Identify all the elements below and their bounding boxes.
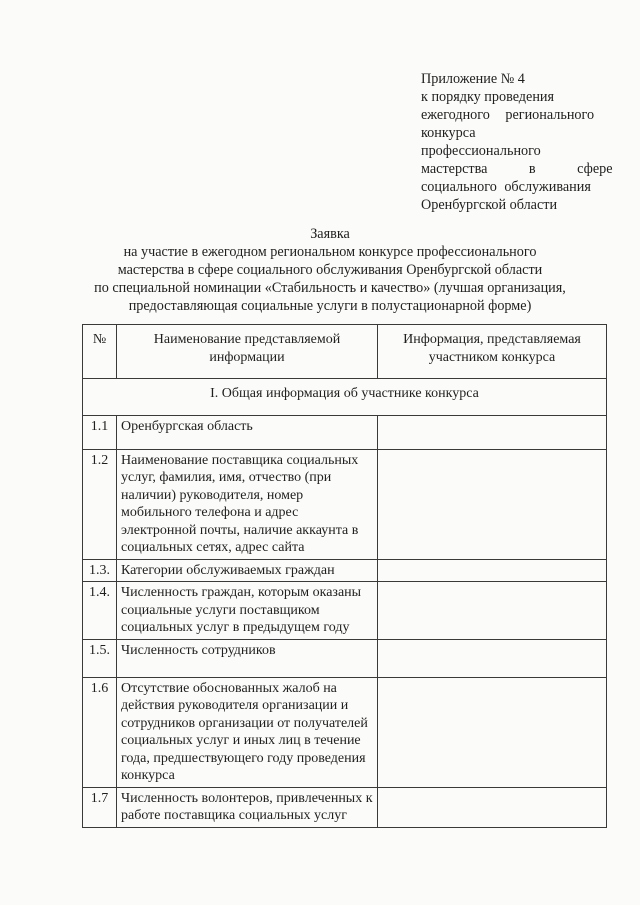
header-info: Информация, представляемая участником конкурса xyxy=(378,325,607,379)
appendix-line: Приложение № 4 xyxy=(421,71,525,87)
appendix-line: мастерства в сфере xyxy=(421,161,613,177)
table-row xyxy=(83,582,607,640)
appendix-line: Оренбургской области xyxy=(421,197,558,213)
row-value[interactable] xyxy=(378,559,607,582)
row-number: 1.2 xyxy=(83,449,117,559)
row-value[interactable] xyxy=(378,677,607,787)
row-value[interactable] xyxy=(378,639,607,677)
title-heading: Заявка xyxy=(310,226,350,242)
application-title xyxy=(60,225,600,315)
title-line: на участие в ежегодном региональном конкурсе профессионального xyxy=(123,244,537,260)
appendix-line: социального обслуживания xyxy=(421,179,591,195)
table-row xyxy=(83,677,607,787)
title-line: мастерства в сфере социального обслуживания Оренбургской области xyxy=(117,262,543,278)
appendix-line: ежегодного регионального xyxy=(421,107,595,123)
row-value[interactable] xyxy=(378,582,607,640)
appendix-line: к порядку проведения xyxy=(421,89,555,105)
row-number: 1.4. xyxy=(83,582,117,640)
row-number: 1.7 xyxy=(83,787,117,827)
row-name: Наименование поставщика социальных услуг, фамилия, имя, отчество (при наличии) руководителя, номер мобильного телефона и адрес электронной почты, наличие аккаунта в социальных сетях, адрес сайта xyxy=(117,449,378,559)
row-number: 1.6 xyxy=(83,677,117,787)
row-value[interactable] xyxy=(378,415,607,449)
title-line: предоставляющая социальные услуги в полустационарной форме) xyxy=(128,298,532,314)
table-row xyxy=(83,639,607,677)
section-title: I. Общая информация об участнике конкурса xyxy=(83,379,607,416)
header-name: Наименование представляемой информации xyxy=(117,325,378,379)
table-row xyxy=(83,449,607,559)
row-number: 1.5. xyxy=(83,639,117,677)
section-row xyxy=(83,379,607,416)
row-name: Численность граждан, которым оказаны социальные услуги поставщиком социальных услуг в предыдущем году xyxy=(117,582,378,640)
row-number: 1.1 xyxy=(83,415,117,449)
application-table xyxy=(82,324,607,828)
row-number: 1.3. xyxy=(83,559,117,582)
table-row xyxy=(83,559,607,582)
title-line: по специальной номинации «Стабильность и качество» (лучшая организация, xyxy=(94,280,566,296)
appendix-line: профессионального xyxy=(421,143,541,159)
header-number: № xyxy=(83,325,117,379)
row-value[interactable] xyxy=(378,787,607,827)
row-name: Оренбургская область xyxy=(117,415,378,449)
appendix-line: конкурса xyxy=(421,125,476,141)
row-name: Категории обслуживаемых граждан xyxy=(117,559,378,582)
row-name: Численность сотрудников xyxy=(117,639,378,677)
table-row xyxy=(83,415,607,449)
row-name: Численность волонтеров, привлеченных к работе поставщика социальных услуг xyxy=(117,787,378,827)
table-row xyxy=(83,787,607,827)
row-value[interactable] xyxy=(378,449,607,559)
appendix-note xyxy=(421,70,613,214)
table-header-row xyxy=(83,325,607,379)
row-name: Отсутствие обоснованных жалоб на действия руководителя организации и сотрудников организации от получателей социальных услуг и иных лиц в течение года, предшествующего году проведения конкурса xyxy=(117,677,378,787)
